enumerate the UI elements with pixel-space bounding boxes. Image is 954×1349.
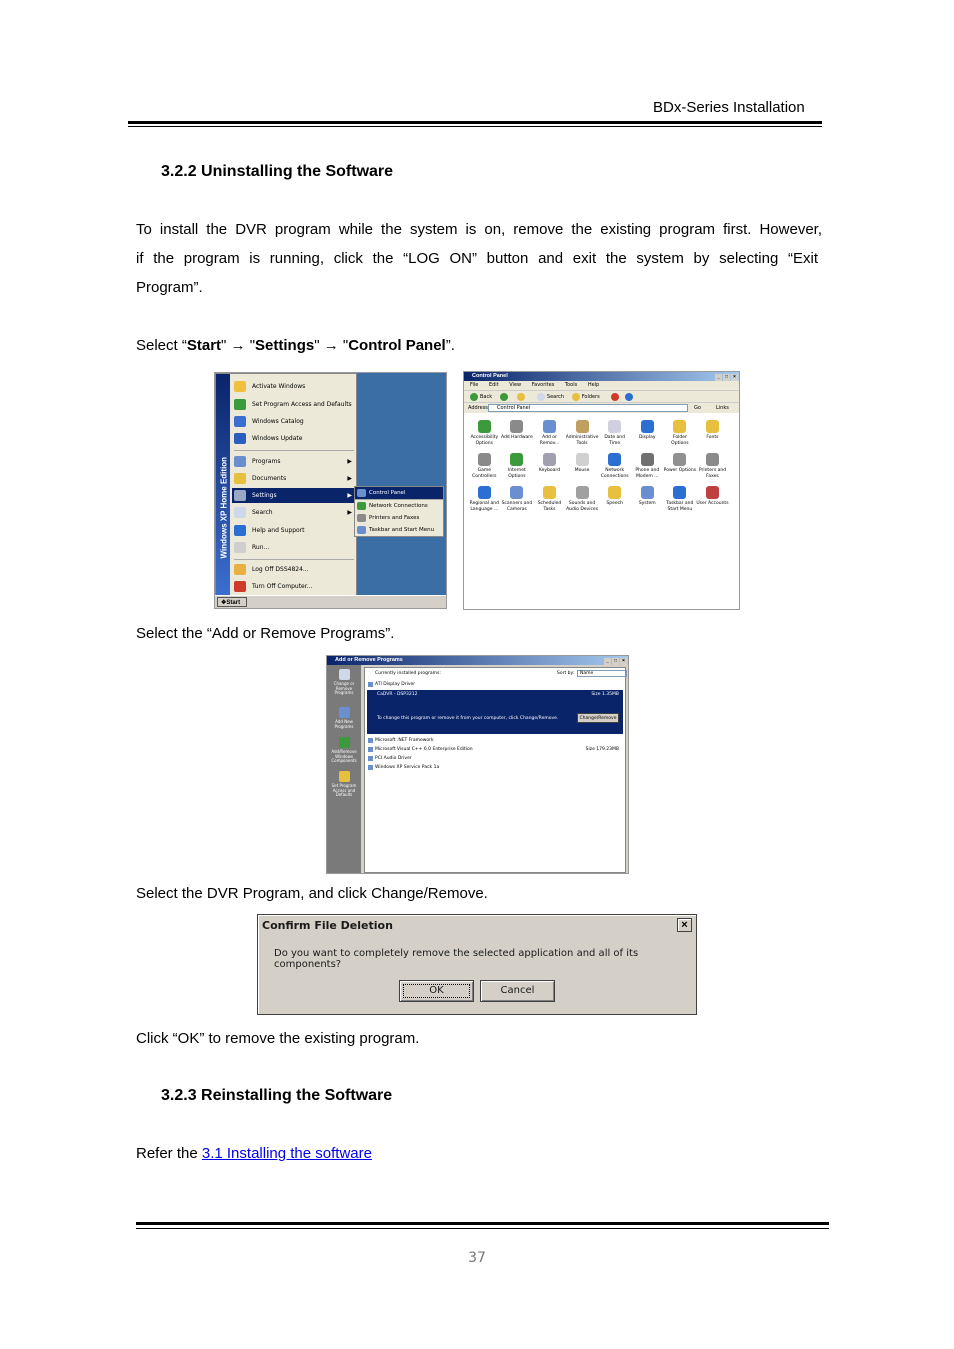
list-header: Currently installed programs: Sort by: Name — [367, 669, 623, 678]
side-add-new[interactable]: Add New Programs — [329, 707, 359, 729]
menu-item-windows-update[interactable]: Windows Update — [232, 431, 356, 446]
confirm-dialog — [257, 914, 697, 1015]
program-icon — [368, 738, 373, 743]
start-button[interactable]: ❖Start — [217, 597, 247, 607]
caption-add-remove: Select the “Add or Remove Programs”. — [136, 625, 395, 642]
clock-icon — [608, 420, 621, 433]
cancel-button[interactable]: Cancel — [480, 980, 555, 1002]
menu-item-turn-off[interactable]: Turn Off Computer... — [232, 579, 356, 594]
menu-item-settings[interactable]: Settings ▶ — [232, 488, 356, 503]
start-menu-screenshot — [214, 372, 447, 609]
dialog-message: Do you want to completely remove the selected application and all of its components? — [274, 948, 639, 970]
header-rule — [128, 121, 822, 124]
menu-item-log-off[interactable]: Log Off DSS4824... — [232, 562, 356, 577]
menu-file[interactable]: File — [470, 382, 479, 388]
menu-edit[interactable]: Edit — [488, 382, 499, 388]
dialog-title: Confirm File Deletion — [260, 917, 694, 935]
folder-icon — [234, 473, 246, 484]
search-icon[interactable] — [537, 393, 545, 401]
installing-software-link[interactable]: 3.1 Installing the software — [201, 1145, 372, 1162]
header-rule-thin — [128, 126, 822, 127]
globe-icon — [234, 399, 246, 410]
help-icon — [234, 525, 246, 536]
speech-icon — [608, 486, 621, 499]
printer-icon — [706, 453, 719, 466]
taskbar-icon — [673, 486, 686, 499]
links-button[interactable]: Links — [716, 405, 729, 411]
cp-user-accounts[interactable]: User Accounts — [696, 486, 729, 513]
taskbar — [215, 595, 446, 608]
cp-system[interactable]: System — [631, 486, 664, 513]
section-heading-uninstall: 3.2.2 Uninstalling the Software — [161, 163, 394, 180]
add-new-icon — [339, 707, 350, 718]
start-menu — [215, 373, 357, 596]
go-button[interactable]: Go — [694, 405, 701, 411]
maximize-icon[interactable]: □ — [724, 374, 729, 380]
programs-icon — [234, 456, 246, 467]
cp-regional[interactable]: Regional and Language ... — [468, 486, 501, 513]
mouse-icon — [576, 453, 589, 466]
side-windows-components[interactable]: Add/Remove Windows Components — [329, 737, 359, 764]
keyboard-icon — [543, 453, 556, 466]
power-icon — [234, 581, 246, 592]
cp-speech[interactable]: Speech — [598, 486, 631, 513]
speaker-icon — [576, 486, 589, 499]
accessibility-icon — [478, 420, 491, 433]
submenu-printers[interactable]: Printers and Faxes — [355, 512, 443, 524]
cp-folder-options[interactable]: Folder Options — [664, 420, 697, 447]
submenu-taskbar[interactable]: Taskbar and Start Menu — [355, 524, 443, 536]
cp-keyboard[interactable]: Keyboard — [533, 453, 566, 480]
update-icon — [234, 433, 246, 444]
users-icon — [706, 486, 719, 499]
add-remove-titlebar: Add or Remove Programs _ □ × — [327, 656, 628, 665]
tasks-icon — [543, 486, 556, 499]
folder-icon — [673, 420, 686, 433]
forward-icon[interactable] — [500, 393, 508, 401]
regional-icon — [478, 486, 491, 499]
select-path-text: Select “Start" → "Settings" → "Control Panel”. — [136, 337, 455, 354]
up-icon[interactable] — [517, 393, 525, 401]
sort-select[interactable]: Name — [577, 670, 627, 677]
side-change-remove[interactable]: Change or Remove Programs — [329, 669, 359, 696]
cp-add-remove-programs[interactable]: Add or Remov... — [533, 420, 566, 447]
control-panel-icons — [468, 420, 738, 513]
catalog-icon — [234, 416, 246, 427]
control-panel-screenshot — [463, 371, 740, 610]
list-item[interactable]: Microsoft Visual C++ 6.0 Enterprise Edition Size 179.23MB — [367, 745, 623, 754]
cp-printers[interactable]: Printers and Faxes — [696, 453, 729, 480]
caption-ok: Click “OK” to remove the existing program. — [136, 1030, 420, 1047]
program-icon — [368, 756, 373, 761]
cp-taskbar[interactable]: Taskbar and Start Menu — [664, 486, 697, 513]
intro-line-2: if the program is running, click the “LOG ON” button and exit the system by selecting “Exit — [136, 250, 818, 267]
header-title: BDx-Series Installation — [653, 99, 805, 116]
start-menu-band: Windows XP Home Edition — [216, 374, 230, 597]
cp-date-time[interactable]: Date and Time — [598, 420, 631, 447]
menu-separator — [234, 450, 354, 451]
cp-admin-tools[interactable]: Administrative Tools — [566, 420, 599, 447]
menu-item-activate-windows[interactable]: Activate Windows — [232, 379, 356, 394]
list-item[interactable]: PCI Audio Driver — [367, 754, 623, 763]
close-icon[interactable]: × — [620, 658, 627, 665]
menu-help[interactable]: Help — [587, 382, 600, 388]
folders-button[interactable]: Folders — [581, 394, 600, 400]
system-icon — [641, 486, 654, 499]
network-icon — [357, 502, 366, 510]
menu-item-search[interactable]: Search ▶ — [232, 505, 356, 520]
back-button[interactable]: Back — [480, 394, 493, 400]
control-panel-icon — [357, 489, 366, 497]
section-heading-reinstall: 3.2.3 Reinstalling the Software — [161, 1087, 393, 1104]
list-item[interactable]: Microsoft .NET Framework — [367, 736, 623, 745]
close-icon[interactable]: × — [731, 374, 738, 381]
globe-icon — [510, 453, 523, 466]
menu-separator — [234, 559, 354, 560]
cp-internet-options[interactable]: Internet Options — [501, 453, 534, 480]
menu-favorites[interactable]: Favorites — [531, 382, 555, 388]
folders-icon[interactable] — [572, 393, 580, 401]
program-icon — [368, 747, 373, 752]
add-remove-icon — [543, 420, 556, 433]
close-icon[interactable]: × — [677, 918, 692, 932]
path-settings: Settings — [255, 337, 315, 354]
hardware-icon — [510, 420, 523, 433]
add-remove-screenshot — [326, 655, 629, 874]
list-item[interactable]: ATI Display Driver — [367, 680, 623, 689]
search-button[interactable]: Search — [546, 394, 565, 400]
undo-icon[interactable] — [625, 393, 633, 401]
printer-icon — [357, 514, 366, 522]
search-icon — [234, 507, 246, 518]
menu-view[interactable]: View — [509, 382, 522, 388]
path-control-panel: Control Panel — [348, 337, 446, 354]
menu-item-run[interactable]: Run... — [232, 540, 356, 555]
fonts-icon — [706, 420, 719, 433]
scanner-icon — [510, 486, 523, 499]
cp-display[interactable]: Display — [631, 420, 664, 447]
power-options-icon — [673, 453, 686, 466]
cp-scheduled-tasks[interactable]: Scheduled Tasks — [533, 486, 566, 513]
network-icon — [608, 453, 621, 466]
taskbar-icon — [357, 526, 366, 534]
cp-phone-modem[interactable]: Phone and Modem ... — [631, 453, 664, 480]
run-icon — [234, 542, 246, 553]
side-program-access[interactable]: Set Program Access and Defaults — [329, 771, 359, 798]
menu-item-help[interactable]: Help and Support — [232, 523, 356, 538]
intro-line-1: To install the DVR program while the system is on, remove the existing program first. However, — [136, 221, 822, 238]
cp-network[interactable]: Network Connections — [598, 453, 631, 480]
control-panel-menubar — [464, 381, 739, 390]
program-icon — [368, 682, 373, 687]
path-start: Start — [186, 337, 222, 354]
admin-tools-icon — [576, 420, 589, 433]
key-icon — [234, 381, 246, 392]
program-icon — [368, 765, 373, 770]
cp-fonts[interactable]: Fonts — [696, 420, 729, 447]
selected-program[interactable]: CaDVR - DSP3212 Size 1.35MB To change this program or remove it from your computer, click Change/Remove. Change/Remove — [367, 690, 623, 734]
cp-add-hardware[interactable]: Add Hardware — [501, 420, 534, 447]
list-item[interactable]: Windows XP Service Pack 1a — [367, 763, 623, 772]
joystick-icon — [478, 453, 491, 466]
delete-icon[interactable] — [611, 393, 619, 401]
ok-button[interactable]: OK — [399, 980, 474, 1002]
maximize-icon[interactable]: □ — [613, 658, 618, 664]
control-panel-toolbar — [464, 390, 739, 403]
back-icon[interactable] — [470, 393, 478, 401]
submenu-network[interactable]: Network Connections — [355, 499, 443, 512]
cp-mouse[interactable]: Mouse — [566, 453, 599, 480]
log-off-icon — [234, 564, 246, 575]
components-icon — [339, 737, 350, 748]
menu-item-windows-catalog[interactable]: Windows Catalog — [232, 414, 356, 429]
cp-power-options[interactable]: Power Options — [664, 453, 697, 480]
menu-item-programs[interactable]: Programs ▶ — [232, 454, 356, 469]
address-input[interactable]: Control Panel — [488, 404, 688, 412]
cp-game-controllers[interactable]: Game Controllers — [468, 453, 501, 480]
page-number: 37 — [468, 1250, 486, 1266]
windows-logo-icon: ❖ — [221, 600, 227, 606]
caption-change-remove: Select the DVR Program, and click Change/Remove. — [136, 885, 488, 902]
display-icon — [641, 420, 654, 433]
add-remove-sidebar — [327, 665, 361, 873]
cp-accessibility[interactable]: Accessibility Options — [468, 420, 501, 447]
menu-item-program-access[interactable]: Set Program Access and Defaults — [232, 397, 356, 412]
control-panel-titlebar: Control Panel _ □ × — [464, 372, 739, 381]
footer-rule — [136, 1222, 829, 1225]
phone-icon — [641, 453, 654, 466]
menu-tools[interactable]: Tools — [564, 382, 578, 388]
menu-item-documents[interactable]: Documents ▶ — [232, 471, 356, 486]
installed-programs-list — [364, 667, 626, 873]
change-remove-icon — [339, 669, 350, 680]
cp-sounds[interactable]: Sounds and Audio Devices — [566, 486, 599, 513]
minimize-icon[interactable]: _ — [715, 374, 722, 381]
footer-rule-thin — [136, 1228, 829, 1229]
change-remove-button[interactable]: Change/Remove — [577, 713, 619, 723]
address-bar: Address Control Panel Go Links — [464, 403, 739, 413]
program-access-icon — [339, 771, 350, 782]
settings-submenu — [354, 486, 444, 537]
cp-scanners[interactable]: Scanners and Cameras — [501, 486, 534, 513]
intro-line-3: Program”. — [136, 279, 203, 296]
settings-icon — [234, 490, 246, 501]
submenu-control-panel[interactable]: Control Panel — [355, 487, 443, 499]
refer-text: Refer the 3.1 Installing the software — [136, 1145, 372, 1162]
minimize-icon[interactable]: _ — [604, 658, 611, 665]
